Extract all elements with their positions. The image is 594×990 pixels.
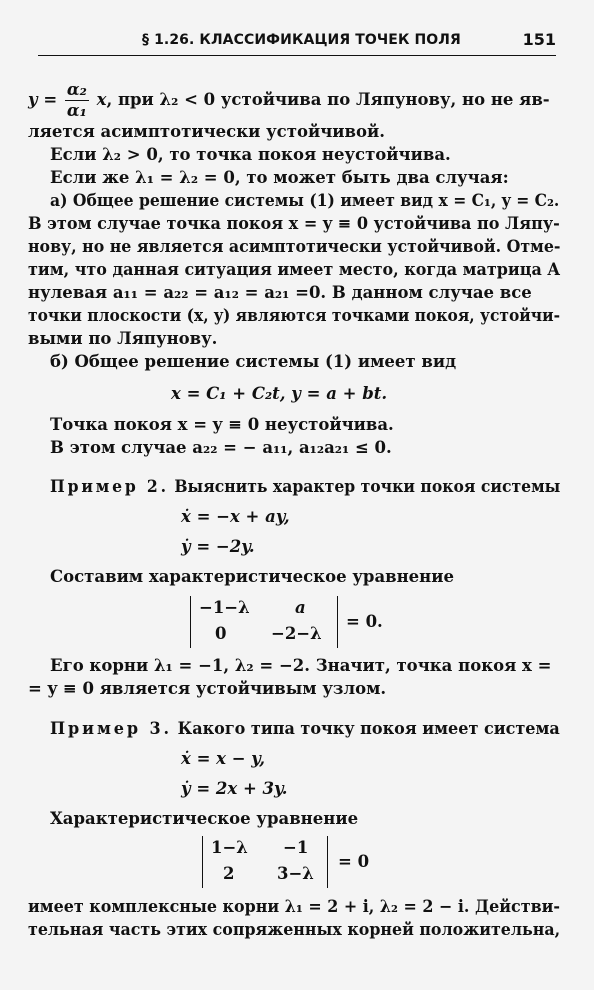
text-line: Характеристическое уравнение [50,809,359,828]
det-cell: −2−λ [271,624,322,643]
text-line: нову, но не является асимптотически устойчивой. Отме- [28,237,561,256]
text-line: нулевая a₁₁ = a₂₂ = a₁₂ = a₂₁ =0. В данном случае все [28,283,532,302]
determinant [190,596,338,648]
text-line: Его корни λ₁ = −1, λ₂ = −2. Значит, точка покоя x = [50,656,552,675]
det-cell: −1 [283,838,309,857]
running-header [38,25,556,56]
text-line: б) Общее решение системы (1) имеет вид [50,352,457,371]
text-line: Если же λ₁ = λ₂ = 0, то может быть два случая: [50,168,509,187]
text-line: точки плоскости (x, y) являются точками покоя, устойчи- [28,306,561,325]
system-eq-1: ẋ = −x + ay, [181,507,290,526]
example-2-heading [50,476,560,498]
example-label: Пример 2. [50,477,169,496]
det-rhs: = 0 [338,852,370,871]
det-cell: a [295,598,306,617]
det-cell: 1−λ [211,838,248,857]
example-label: Пример 3. [50,719,173,738]
text-line: ляется асимптотически устойчивой. [28,122,385,141]
text-line: тим, что данная ситуация имеет место, когда матрица A [28,260,560,279]
page-number: 151 [522,30,556,49]
system-eq-2: ẏ = 2x + 3y. [181,779,288,798]
formula-line [28,80,550,121]
text-line: имеет комплексные корни λ₁ = 2 + i, λ₂ = 2 − i. Действи- [28,897,561,916]
text-line: В этом случае точка покоя x = y ≡ 0 устойчива по Ляпу- [28,214,560,233]
text-line: а) Общее решение системы (1) имеет вид x = C₁, y = C₂. [50,191,560,210]
example-3-heading [50,718,560,740]
text-line: В этом случае a₂₂ = − a₁₁, a₁₂a₂₁ ≤ 0. [50,438,392,457]
text-line: тельная часть этих сопряженных корней положительна, [28,920,561,939]
fraction-numerator: α₂ [66,80,87,99]
fraction [65,80,89,121]
example-text: Выяснить характер точки покоя системы [174,477,561,496]
det-rhs: = 0. [346,612,383,631]
formula-var: x [96,90,107,109]
det-cell: −1−λ [199,598,250,617]
formula-lhs: y = [28,90,58,109]
text-line: = y ≡ 0 является устойчивым узлом. [28,679,387,698]
example-text: Какого типа точку покоя имеет система [177,719,560,738]
determinant [202,836,328,888]
det-cell: 3−λ [277,864,314,883]
text-line: выми по Ляпунову. [28,329,218,348]
system-eq-1: ẋ = x − y, [181,749,266,768]
fraction-denominator: α₁ [66,101,87,120]
text-line: Точка покоя x = y ≡ 0 неустойчива. [50,415,394,434]
text-line: Составим характеристическое уравнение [50,567,454,586]
det-cell: 2 [223,864,235,883]
det-cell: 0 [215,624,227,643]
text-line: Если λ₂ > 0, то точка покоя неустойчива. [50,145,451,164]
formula-suffix: , при λ₂ < 0 устойчива по Ляпунову, но не яв- [106,90,550,109]
section-title: § 1.26. КЛАССИФИКАЦИЯ ТОЧЕК ПОЛЯ [142,32,461,48]
equation: x = C₁ + C₂t, y = a + bt. [171,384,388,403]
system-eq-2: ẏ = −2y. [181,537,255,556]
